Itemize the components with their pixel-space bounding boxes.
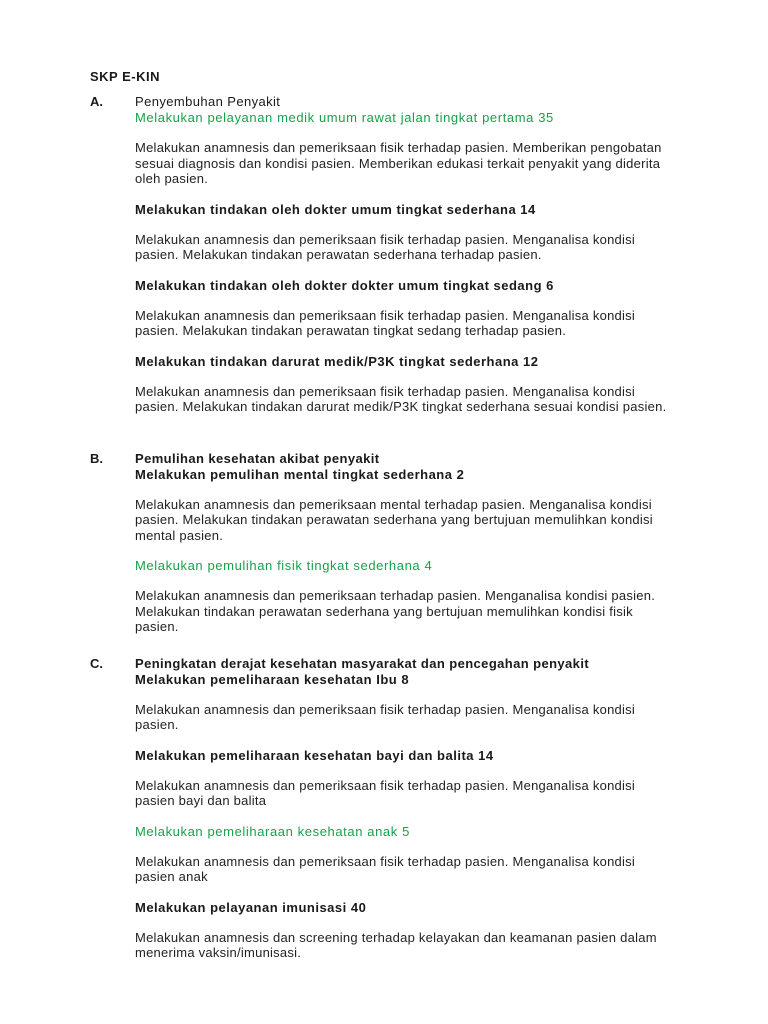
activity-description: Melakukan anamnesis dan pemeriksaan terhadap pasien. Menganalisa kondisi pasien. Melakukan tindakan perawatan sederhana yang bertujuan memulihkan kondisi fisik pasien. xyxy=(135,588,656,634)
document-title: SKP E-KIN xyxy=(90,69,160,84)
activity-description: Melakukan anamnesis dan pemeriksaan fisik terhadap pasien. Menganalisa kondisi pasien. Melakukan tindakan perawatan tingkat sedang terhadap pasien. xyxy=(135,307,636,338)
section-a xyxy=(90,94,708,415)
activity-title: Melakukan pelayanan imunisasi 40 xyxy=(135,899,367,915)
activity-title: Melakukan tindakan darurat medik/P3K tingkat sederhana 12 xyxy=(135,353,539,369)
activity-title: Melakukan pemeliharaan kesehatan bayi dan balita 14 xyxy=(135,747,494,763)
section-letter: C. xyxy=(90,655,103,671)
activity-item xyxy=(135,672,708,733)
activity-title: Melakukan pelayanan medik umum rawat jalan tingkat pertama 35 xyxy=(135,110,554,125)
section-letter: A. xyxy=(90,94,103,109)
activity-item xyxy=(135,900,708,961)
section-title: Pemulihan kesehatan akibat penyakit xyxy=(135,450,380,466)
activity-description: Melakukan anamnesis dan pemeriksaan fisik terhadap pasien. Memberikan pengobatan sesuai diagnosis dan kondisi pasien. Memberikan edukasi terkait penyakit yang diderita oleh pasien. xyxy=(135,140,662,186)
section-letter: B. xyxy=(90,450,103,466)
activity-item xyxy=(135,467,708,544)
activity-description: Melakukan anamnesis dan pemeriksaan fisik terhadap pasien. Menganalisa kondisi pasien. Melakukan tindakan darurat medik/P3K tingkat sederhana sesuai kondisi pasien. xyxy=(135,383,667,414)
activity-title: Melakukan pemulihan fisik tingkat sederhana 4 xyxy=(135,558,433,573)
activity-title: Melakukan pemulihan mental tingkat sederhana 2 xyxy=(135,466,465,482)
activity-item xyxy=(135,748,708,809)
activity-description: Melakukan anamnesis dan pemeriksaan fisik terhadap pasien. Menganalisa kondisi pasien. Melakukan tindakan perawatan sederhana terhadap pasien. xyxy=(135,231,636,262)
activity-description: Melakukan anamnesis dan pemeriksaan mental terhadap pasien. Menganalisa kondisi pasien. Melakukan tindakan perawatan sederhana yang bertujuan memulihkan kondisi mental pasien. xyxy=(135,496,653,543)
activity-item xyxy=(135,110,708,187)
activity-item xyxy=(135,354,708,415)
section-c xyxy=(90,656,708,961)
activity-title: Melakukan tindakan oleh dokter umum tingkat sederhana 14 xyxy=(135,201,536,217)
activity-item xyxy=(135,824,708,885)
activity-item xyxy=(135,278,708,339)
section-b xyxy=(90,451,708,635)
activity-title: Melakukan pemeliharaan kesehatan Ibu 8 xyxy=(135,671,410,687)
activity-description: Melakukan anamnesis dan pemeriksaan fisik terhadap pasien. Menganalisa kondisi pasien. xyxy=(135,701,636,732)
activity-description: Melakukan anamnesis dan screening terhadap kelayakan dan keamanan pasien dalam menerima vaksin/imunisasi. xyxy=(135,929,657,960)
section-title: Penyembuhan Penyakit xyxy=(135,94,281,109)
activity-description: Melakukan anamnesis dan pemeriksaan fisik terhadap pasien. Menganalisa kondisi pasien anak xyxy=(135,853,636,884)
activity-title: Melakukan pemeliharaan kesehatan anak 5 xyxy=(135,823,410,839)
activity-title: Melakukan tindakan oleh dokter dokter umum tingkat sedang 6 xyxy=(135,277,554,293)
activity-item xyxy=(135,558,708,635)
activity-item xyxy=(135,202,708,263)
activity-description: Melakukan anamnesis dan pemeriksaan fisik terhadap pasien. Menganalisa kondisi pasien bayi dan balita xyxy=(135,777,636,808)
section-title: Peningkatan derajat kesehatan masyarakat dan pencegahan penyakit xyxy=(135,655,590,671)
